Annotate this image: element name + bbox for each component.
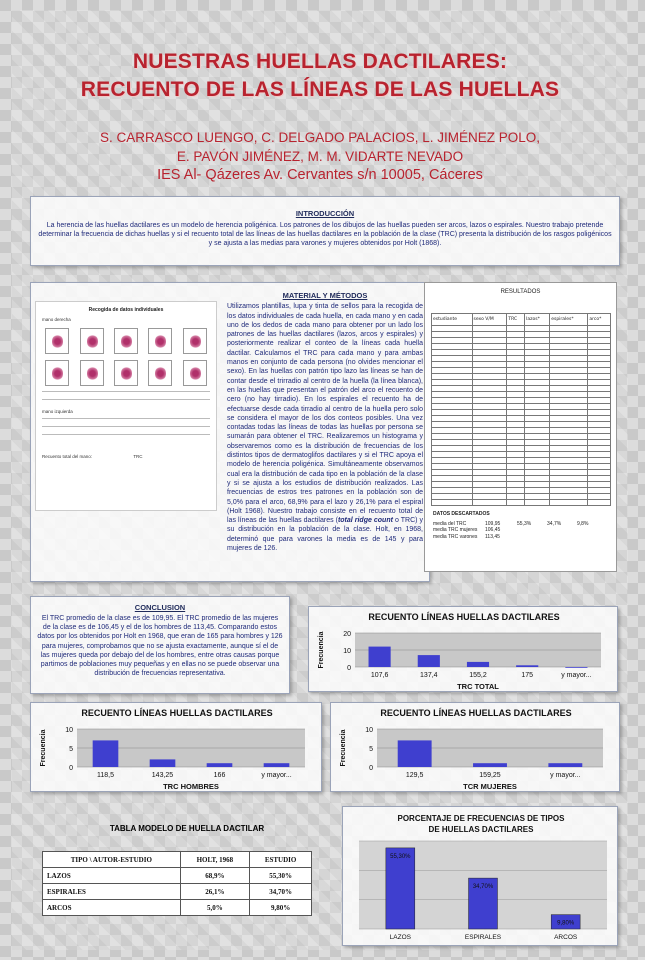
y-tick-label: 0 — [347, 665, 351, 672]
x-axis-label: TRC TOTAL — [457, 682, 499, 691]
chart-trc-total — [309, 607, 619, 693]
results-column-header: sexo V/M — [472, 314, 507, 326]
y-tick-label: 10 — [343, 648, 351, 655]
bar — [398, 740, 432, 767]
fingerprint-row-2 — [36, 357, 216, 389]
y-tick-label: 5 — [369, 746, 373, 753]
fingerprint-image — [148, 360, 172, 386]
institution: IES Al- Qázeres Av. Cervantes s/n 10005, Cáceres — [157, 167, 483, 183]
chart-trc-hombres — [31, 703, 323, 793]
y-tick-label: 20 — [343, 631, 351, 638]
intro-box — [30, 196, 620, 266]
fingerprint-image — [183, 360, 207, 386]
chart-percent-box — [342, 806, 618, 946]
model-table-section — [42, 824, 332, 916]
chart-trc-mujeres — [331, 703, 621, 793]
x-tick-label: y mayor... — [550, 772, 581, 779]
results-column-header: arco* — [588, 314, 611, 326]
conclusion-text: El TRC promedio de la clase es de 109,95. El TRC promedio de las mujeres de la clase es de 106,45 y el de los hombres de 113,45. Comparando estos datos por los obtenidos por Holt en 1968, que eran de 165 para hombres y 126 para mujeres, comprobamos que no se ajusta exactamente, aunque sí el de las mujeres queda por debajo del de los hombres, entre otras causas porque partimos de poblaciones muy pequeñas y en ellas no se puede observar una distribución de frecuencias representativa. — [37, 615, 283, 678]
model-table-cell: 26,1% — [180, 884, 250, 900]
model-table-cell: 68,9% — [180, 868, 250, 884]
y-axis-label: Frecuencia — [40, 729, 47, 767]
model-table-cell: 34,70% — [250, 884, 312, 900]
authors-line-1: S. CARRASCO LUENGO, C. DELGADO PALACIOS, L. JIMÉNEZ POLO, — [99, 130, 541, 145]
chart-hombres-box — [30, 702, 322, 792]
x-axis-label: TRC HOMBRES — [163, 782, 219, 791]
right-hand-label: mano izquierda — [42, 408, 73, 414]
method-text-column — [223, 291, 427, 553]
poster-title — [12, 48, 628, 104]
title-line-2: RECUENTO DE LAS LÍNEAS DE LAS HUELLAS — [80, 78, 560, 101]
method-heading: MATERIAL Y MÉTODOS — [282, 291, 368, 300]
poster — [12, 10, 628, 950]
intro-text: La herencia de las huellas dactilares es un modelo de herencia poligénica. Los patrones de los dibujos de las huellas pueden ser arcos, lazos o espirales. Nuestro trabajo pretende determinar la frecuencia de dichas huellas y si el recuento total de las líneas de las huellas dactilares en la población de la clase (TRC) presenta la distribución de los rasgos poligénicos y se ajusta a las medias para varones y mujeres obtenidos por Holt (1868). — [38, 222, 612, 247]
title-line-1: NUESTRAS HUELLAS DACTILARES: — [132, 50, 508, 73]
chart-total-box — [308, 606, 618, 692]
results-summary: DATOS DESCARTADOS media del TRC 109,95 55,3% 34,7% 9,8% media TRC mujeres 106,45 media TRC varones 113,45 — [433, 511, 589, 540]
x-tick-label: 118,5 — [97, 772, 114, 779]
x-tick-label: 143,25 — [151, 772, 174, 779]
model-table-cell: LAZOS — [43, 868, 181, 884]
model-table-caption: TABLA MODELO DE HUELLA DACTILAR — [109, 824, 265, 833]
x-tick-label: ESPIRALES — [464, 934, 502, 941]
bar — [207, 763, 233, 767]
bar — [548, 763, 582, 767]
fingerprint-image — [114, 328, 138, 354]
y-tick-label: 10 — [65, 727, 73, 734]
bar — [369, 647, 391, 667]
x-tick-label: 166 — [213, 772, 226, 779]
model-table-cell: 5,0% — [180, 900, 250, 916]
data-label: 34,70% — [472, 884, 494, 891]
results-table — [431, 313, 611, 506]
y-tick-label: 0 — [369, 765, 373, 772]
intro-heading: INTRODUCCIÓN — [295, 209, 355, 218]
results-column-header: TRC — [507, 314, 525, 326]
chart-mujeres-box — [330, 702, 620, 792]
x-tick-label: 137,4 — [420, 672, 438, 679]
y-tick-label: 5 — [69, 746, 73, 753]
model-table-cell: ARCOS — [43, 900, 181, 916]
y-axis-label: Frecuencia — [318, 631, 325, 669]
chart-title: PORCENTAJE DE FRECUENCIAS DE TIPOS DE HUELLAS DACTILARES — [397, 814, 565, 834]
bar — [386, 848, 415, 929]
method-box — [30, 282, 430, 582]
fingerprint-image — [45, 360, 69, 386]
bar — [93, 740, 119, 767]
left-hand-label: mano derecha — [42, 317, 71, 323]
y-axis-label: Frecuencia — [340, 729, 347, 767]
x-tick-label: y mayor... — [261, 772, 292, 779]
model-table — [42, 851, 312, 916]
fingerprint-card — [35, 301, 217, 511]
conclusion-heading: CONCLUSION — [134, 603, 186, 612]
authors-line-2: E. PAVÓN JIMÉNEZ, M. M. VIDARTE NEVADO — [176, 149, 464, 164]
chart-title: RECUENTO LÍNEAS HUELLAS DACTILARES — [380, 708, 572, 718]
x-tick-label: 159,25 — [479, 772, 501, 779]
x-tick-label: y mayor... — [561, 672, 592, 679]
method-text: Utilizamos plantillas, lupa y tinta de sellos para la recogida de los datos individuales de cada huella, en cada mano y en cada uno de los dedos de cada mano para obtener por un lado los patrones de las huellas dactilares (lazos, arcos y espirales) y posteriormente realizar el conteo de la líneas cada huella dactilar. Calculamos el TRC para cada mano y para ambas manos en conjunto de cada persona (no olvides mencionar el sexo). En las huellas con patrón tipo lazo las líneas se han de contar desde el trirradio al centro de la huella (la línea blanca), en las huellas que presentan el patrón del arco el recuento de cero (no hay tirradio). En los espirales el recuento ha de efectuarse desde cada tirradio al centro de la huella pero solo se considera el mayor de los dos conteos posibles. Una vez contadas todas las líneas de todas las huellas por persona se sumarán para obtener el TRC. Realizaremos un histograma y observaremos como es la distribución de frecuencias de los distintos tipos de dermatoglifos dactilares y si el TRC apoya el modelo de herencia poligénica. Simultáneamente observamos cual era la distribución de cada tipo en la población de la clase y si se ajusta a los estudios de distribución realizados. Las frecuencias de estros tres patrones en la población son de 5,0% para el arco, 68,9% para el lazo y 26,1% para el espiral (Holt 1968). Nuestro trabajo consiste en el recuento total de las líneas de las huellas dactilares (total ridge count o TRC) y su distribución en la población de la clase. Holt, en 1968, determinó que para varones la media es de 145 y para mujeres de 126. — [227, 303, 423, 553]
fingerprint-image — [80, 328, 104, 354]
results-column-header: espirales* — [550, 314, 588, 326]
model-table-header: ESTUDIO — [250, 852, 312, 868]
chart-title: RECUENTO LÍNEAS HUELLAS DACTILARES — [81, 708, 273, 718]
authors — [12, 128, 628, 185]
bar — [516, 665, 538, 667]
bar — [467, 662, 489, 667]
bar — [150, 759, 176, 767]
x-tick-label: ARCOS — [554, 934, 578, 941]
model-table-cell: 9,80% — [250, 900, 312, 916]
fingerprint-row-1 — [36, 325, 216, 357]
x-axis-label: TCR MUJERES — [463, 782, 517, 791]
x-tick-label: 107,6 — [370, 672, 389, 679]
model-table-header: TIPO \ AUTOR-ESTUDIO — [43, 852, 181, 868]
fingerprint-image — [148, 328, 172, 354]
x-tick-label: 175 — [521, 672, 534, 679]
x-tick-label: LAZOS — [389, 934, 411, 941]
results-sheet-header: RESULTADOS — [500, 289, 541, 295]
y-tick-label: 10 — [365, 727, 373, 734]
y-tick-label: 0 — [69, 765, 73, 772]
bar — [418, 655, 440, 667]
fingerprint-card-footer: Recuento total del mano: TRC — [42, 453, 143, 459]
fingerprint-image — [80, 360, 104, 386]
fingerprint-image — [45, 328, 69, 354]
chart-percent-types — [343, 807, 619, 947]
results-column-header: lazos* — [525, 314, 550, 326]
results-sheet — [424, 282, 617, 572]
fingerprint-image — [114, 360, 138, 386]
x-tick-label: 155,2 — [469, 672, 487, 679]
results-column-header: estudiante — [432, 314, 473, 326]
model-table-cell: 55,30% — [250, 868, 312, 884]
x-tick-label: 129,5 — [405, 772, 424, 779]
data-label: 9,80% — [557, 920, 575, 927]
bar — [264, 763, 290, 767]
chart-title: RECUENTO LÍNEAS HUELLAS DACTILARES — [368, 612, 560, 622]
fingerprint-card-header: Recogida de datos individuales — [88, 307, 164, 313]
conclusion-box — [30, 596, 290, 694]
bar — [473, 763, 507, 767]
model-table-cell: ESPIRALES — [43, 884, 181, 900]
data-label: 55,30% — [390, 853, 411, 860]
model-table-header: HOLT, 1968 — [180, 852, 250, 868]
fingerprint-image — [183, 328, 207, 354]
bar — [565, 667, 587, 668]
